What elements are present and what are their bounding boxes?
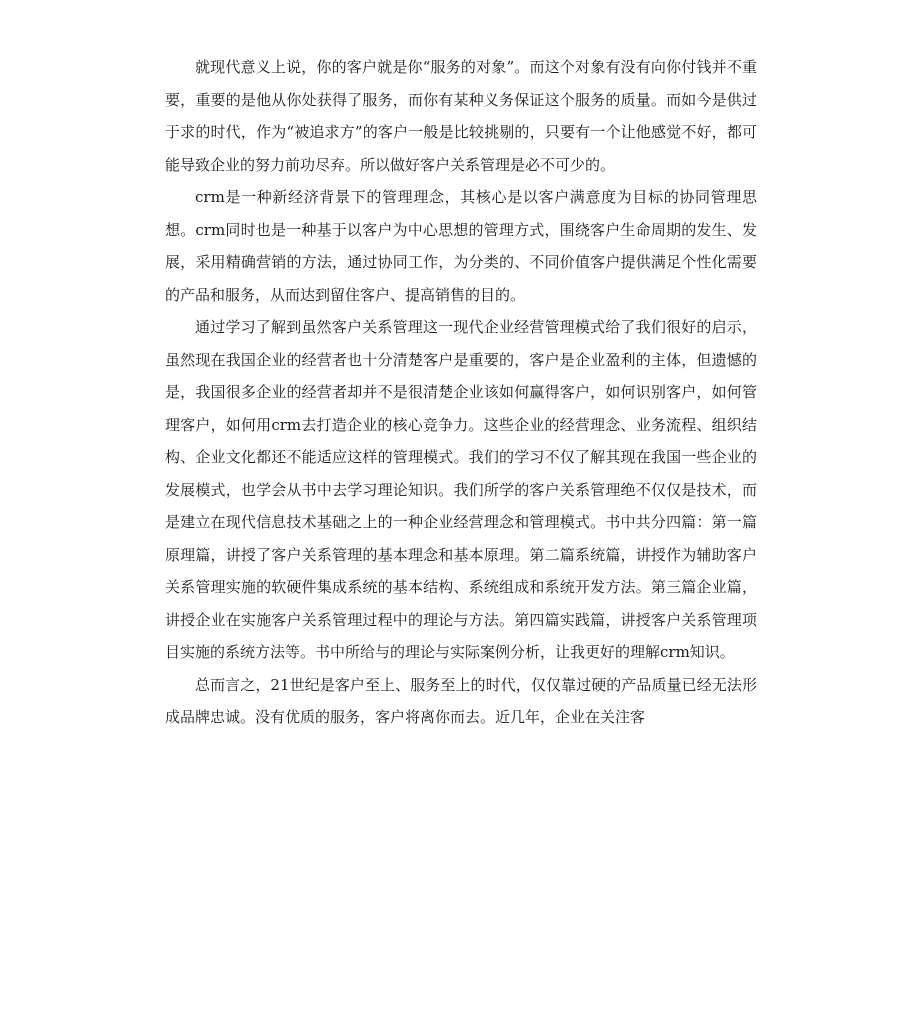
paragraph-2: crm是一种新经济背景下的管理理念，其核心是以客户满意度为目标的协同管理思想。crm同时也是一种基于以客户为中心思想的管理方式，围绕客户生命周期的发生、发展，采用精确营销的方法，通过协同工作，为分类的、不同价值客户提供满足个性化需要的产品和服务，从而达到留住客户、提高销售的目的。 [165,188,757,304]
document-body [165,51,757,734]
paragraph-3: 通过学习了解到虽然客户关系管理这一现代企业经营管理模式给了我们很好的启示，虽然现在我国企业的经营者也十分清楚客户是重要的，客户是企业盈利的主体，但遗憾的是，我国很多企业的经营者却并不是很清楚企业该如何赢得客户，如何识别客户，如何管理客户，如何用crm去打造企业的核心竞争力。这些企业的经营理念、业务流程、组织结构、企业文化都还不能适应这样的管理模式。我们的学习不仅了解其现在我国一些企业的发展模式，也学会从书中去学习理论知识。我们所学的客户关系管理绝不仅仅是技术，而是建立在现代信息技术基础之上的一种企业经营理念和管理模式。书中共分四篇：第一篇原理篇，讲授了客户关系管理的基本理念和基本原理。第二篇系统篇，讲授作为辅助客户关系管理实施的软硬件集成系统的基本结构、系统组成和系统开发方法。第三篇企业篇，讲授企业在实施客户关系管理过程中的理论与方法。第四篇实践篇，讲授客户关系管理项目实施的系统方法等。书中所给与的理论与实际案例分析，让我更好的理解crm知识。 [165,318,757,661]
paragraph-1: 就现代意义上说，你的客户就是你“服务的对象”。而这个对象有没有向你付钱并不重要，重要的是他从你处获得了服务，而你有某种义务保证这个服务的质量。而如今是供过于求的时代，作为“被追求方”的客户一般是比较挑剔的，只要有一个让他感觉不好，都可能导致企业的努力前功尽弃。所以做好客户关系管理是必不可少的。 [165,58,757,174]
paragraph-4: 总而言之，21世纪是客户至上、服务至上的时代，仅仅靠过硬的产品质量已经无法形成品牌忠诚。没有优质的服务，客户将离你而去。近几年，企业在关注客 [165,675,757,726]
